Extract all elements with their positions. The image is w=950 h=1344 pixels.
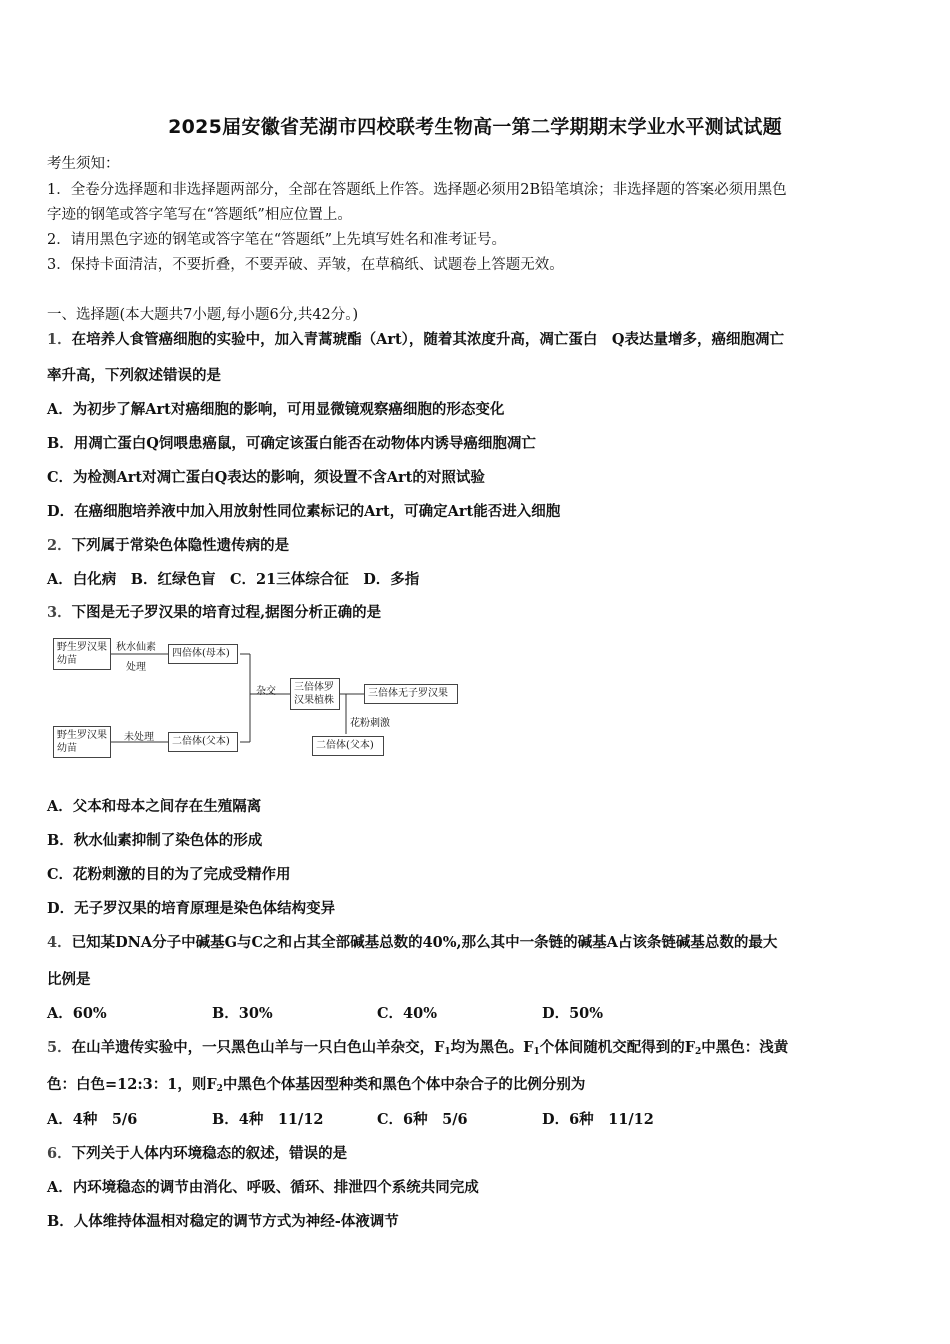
question-4-stem: 4．已知某DNA分子中碱基G与C之和占其全部碱基总数的40%,那么其中一条链的碱基A占该条链碱基总数的最大	[47, 934, 778, 951]
treatment-label: 处理	[126, 662, 146, 673]
pollen-stimulation-label: 花粉刺激	[350, 718, 390, 729]
notice-item-2: 2．请用黑色字迹的钢笔或答字笔在“答题纸”上先填写姓名和准考证号。	[47, 232, 507, 248]
colchicine-label: 秋水仙素	[116, 642, 156, 653]
cross-label: 杂交	[256, 686, 276, 697]
breeding-diagram	[50, 632, 470, 762]
question-5-stem-cont: 色：白色=12:3：1，则$F_2$中黑色个体基因型种类和黑色个体中杂合子的比例分别为	[47, 1076, 586, 1094]
q1-option-c: C．为检测Art对凋亡蛋白Q表达的影响，须设置不含Art的对照试验	[47, 469, 485, 486]
q6-option-a: A．内环境稳态的调节由消化、呼吸、循环、排泄四个系统共同完成	[47, 1179, 479, 1196]
q1-option-a: A．为初步了解Art对癌细胞的影响，可用显微镜观察癌细胞的形态变化	[47, 401, 505, 418]
q5-option-c: C．6种 5/6	[377, 1111, 468, 1128]
notice-item-1-cont: 字迹的钢笔或答字笔写在“答题纸”相应位置上。	[47, 207, 352, 223]
q4-option-c: C．40%	[377, 1005, 437, 1022]
q4-option-d: D．50%	[542, 1005, 604, 1022]
question-1-stem: 1．在培养人食管癌细胞的实验中，加入青蒿琥酯（Art），随着其浓度升高，凋亡蛋白 Q表达量增多，癌细胞凋亡	[47, 331, 785, 348]
q4-option-b: B．30%	[212, 1005, 273, 1022]
notice-heading: 考生须知：	[47, 156, 120, 172]
question-5-stem: 5．在山羊遗传实验中，一只黑色山羊与一只白色山羊杂交，$F_1$均为黑色。$F_1$个体间随机交配得到的$F_2$中黑色：浅黄	[47, 1039, 789, 1057]
notice-item-1: 1．全卷分选择题和非选择题两部分，全部在答题纸上作答。选择题必须用2B铅笔填涂；非选择题的答案必须用黑色	[47, 182, 787, 198]
q3-option-a: A．父本和母本之间存在生殖隔离	[47, 798, 262, 815]
q1-option-d: D．在癌细胞培养液中加入用放射性同位素标记的Art，可确定Art能否进入细胞	[47, 503, 561, 520]
question-number: 1．	[47, 331, 72, 348]
q6-option-b: B．人体维持体温相对稳定的调节方式为神经-体液调节	[47, 1213, 399, 1230]
question-1-stem-cont: 率升高，下列叙述错误的是	[47, 367, 221, 384]
question-6-stem: 6．下列关于人体内环境稳态的叙述，错误的是	[47, 1145, 348, 1162]
q5-option-d: D．6种 11/12	[542, 1111, 654, 1128]
q3-option-b: B．秋水仙素抑制了染色体的形成	[47, 832, 263, 849]
wild-seedling-box-2: 野生罗汉果幼苗	[53, 726, 111, 758]
notice-item-3: 3．保持卡面清洁，不要折叠，不要弄破、弄皱，在草稿纸、试题卷上答题无效。	[47, 257, 564, 273]
wild-seedling-box-1: 野生罗汉果幼苗	[53, 638, 111, 670]
triploid-plant-box: 三倍体罗汉果植株	[290, 678, 340, 710]
q5-option-a: A．4种 5/6	[47, 1111, 138, 1128]
page-title: 2025届安徽省芜湖市四校联考生物高一第二学期期末学业水平测试试题	[168, 116, 782, 138]
seedless-fruit-box: 三倍体无子罗汉果	[364, 684, 458, 704]
tetraploid-box: 四倍体(母本)	[168, 644, 238, 664]
q1-option-b: B．用凋亡蛋白Q饲喂患癌鼠，可确定该蛋白能否在动物体内诱导癌细胞凋亡	[47, 435, 536, 452]
q3-option-c: C．花粉刺激的目的为了完成受精作用	[47, 866, 291, 883]
diploid-father-box-1: 二倍体(父本)	[168, 732, 238, 752]
untreated-label: 未处理	[124, 732, 154, 743]
q4-option-a: A．60%	[47, 1005, 107, 1022]
section-heading: 一、选择题(本大题共7小题,每小题6分,共42分。)	[47, 307, 359, 323]
diploid-father-box-2: 二倍体(父本)	[312, 736, 384, 756]
q3-option-d: D．无子罗汉果的培育原理是染色体结构变异	[47, 900, 336, 917]
question-2-stem: 2．下列属于常染色体隐性遗传病的是	[47, 537, 290, 554]
q5-option-b: B．4种 11/12	[212, 1111, 324, 1128]
question-4-stem-cont: 比例是	[47, 971, 91, 988]
question-3-stem: 3．下图是无子罗汉果的培育过程,据图分析正确的是	[47, 604, 382, 621]
q2-options: A．白化病 B．红绿色盲 C．21三体综合征 D．多指	[47, 571, 420, 588]
